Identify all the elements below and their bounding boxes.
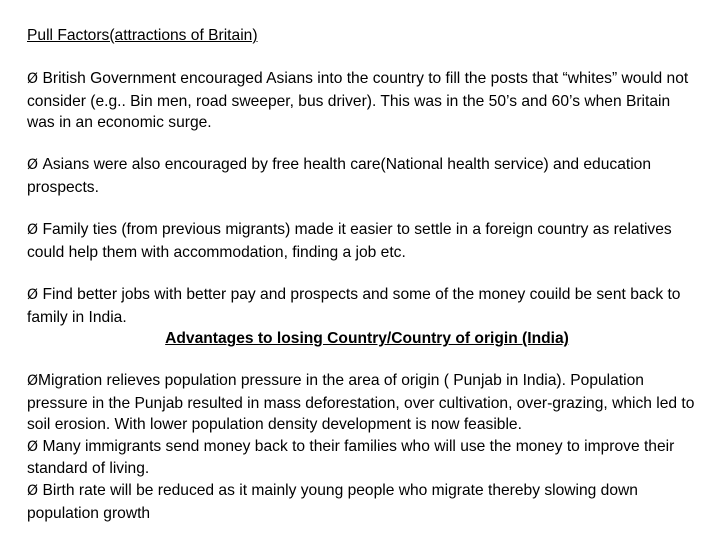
pull-factor-point	[27, 154, 699, 198]
arrow-bullet-icon: Ø	[27, 287, 43, 303]
point-text: British Government encouraged Asians into the country to fill the posts that “whites” would not consider (e.g.. Bin men, road sweeper, bus driver). This was in the 50’s and 60’s when Britain was in an economic surge.	[27, 70, 689, 132]
advantages-heading: Advantages to losing Country/Country of origin (India)	[165, 330, 569, 348]
arrow-bullet-icon: Ø	[27, 157, 43, 173]
point-text: Birth rate will be reduced as it mainly young people who migrate thereby slowing down population growth	[27, 481, 638, 522]
advantage-point	[27, 370, 699, 436]
point-text: Family ties (from previous migrants) made it easier to settle in a foreign country as relatives could help them with accommodation, finding a job etc.	[27, 221, 672, 261]
pull-factor-point	[27, 284, 699, 328]
arrow-bullet-icon: Ø	[27, 373, 39, 389]
arrow-bullet-icon: Ø	[27, 71, 43, 87]
pull-factor-point-with-heading	[27, 284, 699, 350]
point-text: Find better jobs with better pay and prospects and some of the money couild be sent back to family in India.	[27, 286, 681, 326]
advantages-list	[27, 370, 699, 524]
arrow-bullet-icon: Ø	[27, 438, 43, 455]
point-text: Asians were also encouraged by free health care(National health service) and education prospects.	[27, 156, 652, 196]
point-text: Many immigrants send money back to their families who will use the money to improve their standard of living.	[27, 437, 675, 478]
pull-factor-point	[27, 68, 699, 134]
pull-factor-point	[27, 219, 699, 263]
arrow-bullet-icon: Ø	[27, 482, 43, 499]
arrow-bullet-icon: Ø	[27, 222, 43, 238]
advantage-point	[27, 436, 699, 480]
point-text: Migration relieves population pressure in the area of origin ( Punjab in India). Population pressure in the Punjab resulted in mass deforestation, over cultivation, over-grazing, which led to soil erosion. With lower population density development is now feasible.	[27, 372, 695, 434]
advantage-point	[27, 480, 699, 524]
pull-factors-heading: Pull Factors(attractions of Britain)	[27, 27, 258, 44]
